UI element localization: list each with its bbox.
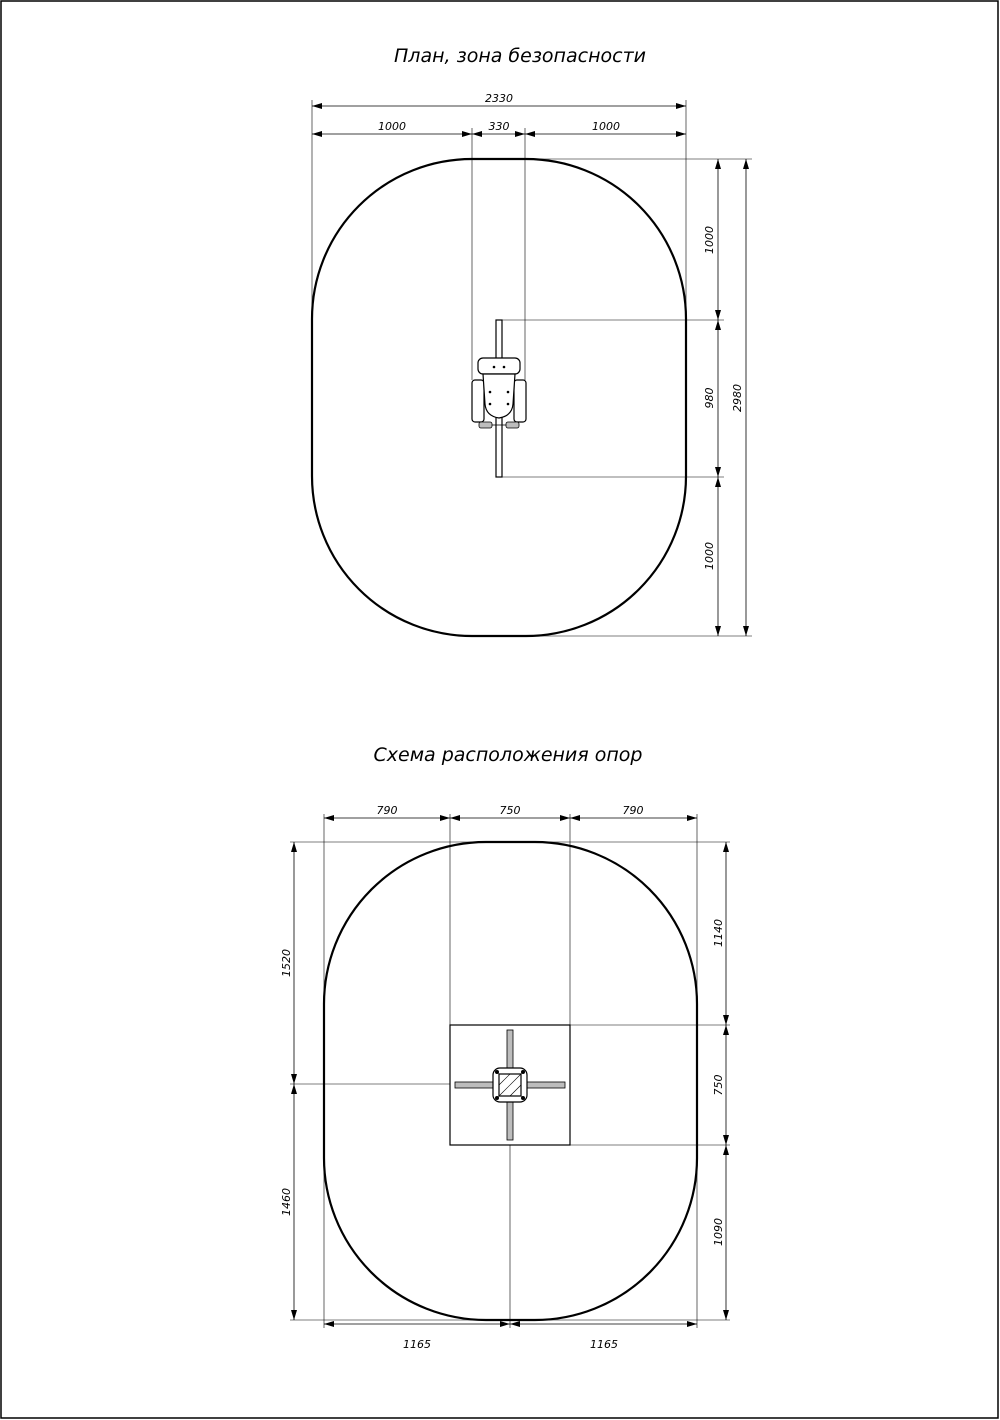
plan-dim-center: 330: [488, 120, 510, 133]
bolt-icon: [521, 1096, 525, 1100]
supports-dim-top-right: 790: [622, 804, 644, 817]
supports-dim-left-upper: 1520: [280, 949, 293, 977]
plan-dim-right: 1000: [592, 120, 620, 133]
plan-title: План, зона безопасности: [394, 45, 646, 67]
supports-dim-top-center: 750: [499, 804, 521, 817]
supports-title: Схема расположения опор: [373, 744, 643, 766]
plan-dim-left: 1000: [378, 120, 406, 133]
support-foundation: [450, 1025, 570, 1145]
plan-view: [312, 92, 752, 636]
plan-dim-middle: 980: [703, 387, 716, 409]
plan-dim-top: 1000: [703, 226, 716, 254]
supports-dim-bottom-right: 1165: [590, 1338, 618, 1351]
bolt-icon: [507, 403, 510, 406]
plan-dim-bottom: 1000: [703, 542, 716, 570]
equipment-seat: [483, 374, 515, 418]
equipment-armrest-left: [472, 380, 484, 422]
bolt-icon: [495, 1070, 499, 1074]
supports-dim-bottom-left: 1165: [403, 1338, 431, 1351]
supports-dim-right-top: 1140: [712, 919, 725, 947]
equipment-backrest: [478, 358, 520, 374]
bolt-icon: [507, 391, 510, 394]
plan-dim-total-v: 2980: [731, 384, 744, 412]
supports-dim-right-bottom: 1090: [712, 1218, 725, 1246]
equipment-armrest-right: [514, 380, 526, 422]
bolt-icon: [495, 1096, 499, 1100]
plan-dim-total: 2330: [485, 92, 513, 105]
equipment-footrest-right: [506, 422, 519, 428]
plan-equipment: [472, 320, 526, 477]
supports-dim-left-lower: 1460: [280, 1188, 293, 1216]
bolt-icon: [493, 366, 496, 369]
supports-view: [280, 804, 730, 1351]
bolt-icon: [521, 1070, 525, 1074]
bolt-icon: [503, 366, 506, 369]
supports-dim-right-middle: 750: [712, 1074, 725, 1096]
bolt-icon: [489, 391, 492, 394]
equipment-footrest-left: [479, 422, 492, 428]
bolt-icon: [489, 403, 492, 406]
sheet-border: [1, 1, 998, 1418]
supports-dim-top-left: 790: [376, 804, 398, 817]
